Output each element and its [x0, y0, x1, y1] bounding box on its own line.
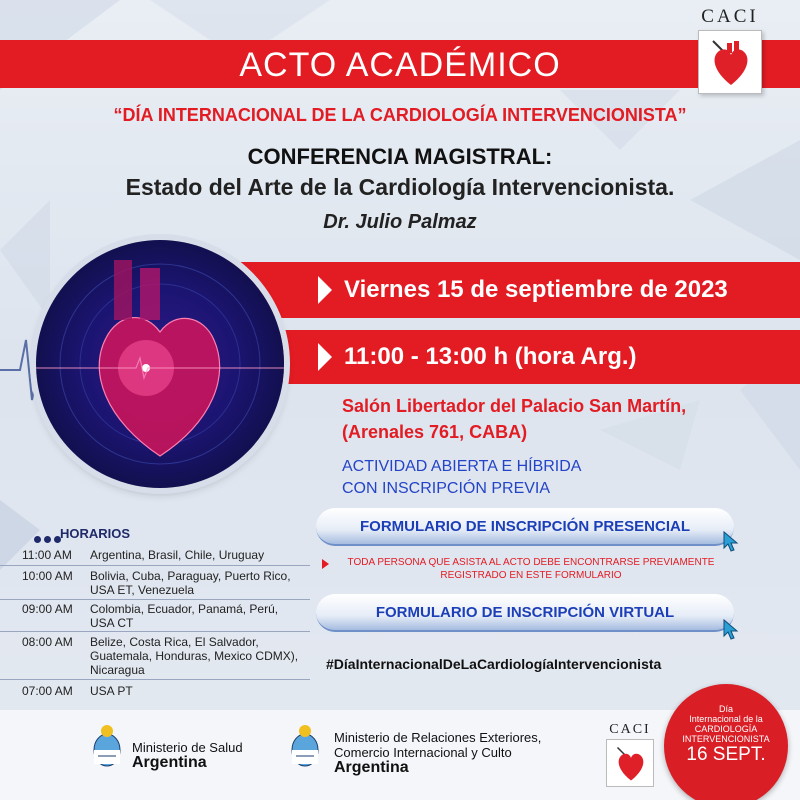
divider: [0, 631, 310, 632]
date-band: [230, 262, 800, 318]
schedule-countries: Colombia, Ecuador, Panamá, Perú, USA CT: [90, 602, 279, 630]
schedule-title: HORARIOS: [60, 526, 131, 541]
registration-notice: [336, 556, 726, 582]
caci-logo: [694, 6, 766, 98]
notice-arrow-icon: [322, 559, 329, 569]
time-band: [260, 330, 800, 384]
schedule-time: 09:00 AM: [22, 602, 73, 616]
activity-line-1: ACTIVIDAD ABIERTA E HÍBRIDA: [342, 458, 582, 475]
divider: [0, 679, 310, 680]
schedule-time: 08:00 AM: [22, 635, 73, 649]
venue-line-2: (Arenales 761, CABA): [342, 422, 528, 442]
conference-title: Estado del Arte de la Cardiología Intervencionista.: [125, 174, 675, 200]
badge-line-1: Día: [718, 704, 733, 714]
event-date: Viernes 15 de septiembre de 2023: [344, 276, 728, 303]
hashtag: #DíaInternacionalDeLaCardiologíaIntervencionista: [326, 656, 662, 672]
schedule-time: 11:00 AM: [22, 548, 72, 562]
heart-illustration: [36, 240, 284, 488]
ministry-foreign-affairs-country: Argentina: [334, 759, 409, 776]
badge-line-4: INTERVENCIONISTA: [682, 734, 770, 744]
cursor-icon: [722, 530, 742, 552]
event-name: “DÍA INTERNACIONAL DE LA CARDIOLOGÍA INTERVENCIONISTA”: [113, 105, 687, 125]
event-date-badge: [664, 684, 788, 800]
caci-small-logo: [604, 722, 656, 787]
notice-line-2: REGISTRADO EN ESTE FORMULARIO: [440, 570, 622, 581]
caci-small-logo-text: CACI: [609, 722, 651, 737]
speaker-name: Dr. Julio Palmaz: [323, 211, 477, 233]
badge-date: 16 SEPT.: [686, 744, 766, 765]
schedule-countries: Belize, Costa Rica, El Salvador, Guatemala, Honduras, Mexico CDMX), Nicaragua: [90, 635, 299, 677]
conference-label: CONFERENCIA MAGISTRAL:: [247, 144, 553, 169]
badge-line-3: CARDIOLOGÍA: [694, 724, 758, 734]
presencial-registration-label: FORMULARIO DE INSCRIPCIÓN PRESENCIAL: [359, 517, 690, 535]
argentina-coat-of-arms-icon: [90, 722, 124, 770]
ministry-foreign-affairs-line-1: Ministerio de Relaciones Exteriores,: [334, 730, 542, 745]
schedule-time: 07:00 AM: [22, 684, 73, 698]
ministry-health-country: Argentina: [132, 754, 207, 771]
caci-heart-icon: [606, 739, 654, 787]
caci-logo-text: CACI: [701, 6, 759, 27]
activity-info: [342, 456, 581, 500]
chevron-right-icon: [318, 276, 332, 304]
ministry-health: [132, 740, 243, 770]
divider: [0, 599, 310, 600]
notice-line-1: TODA PERSONA QUE ASISTA AL ACTO DEBE ENCONTRARSE PREVIAMENTE: [347, 557, 715, 568]
virtual-registration-button[interactable]: [316, 594, 734, 632]
schedule-countries: Bolivia, Cuba, Paraguay, Puerto Rico, USA ET, Venezuela: [90, 569, 291, 597]
badge-text: [664, 704, 788, 744]
virtual-registration-label: FORMULARIO DE INSCRIPCIÓN VIRTUAL: [375, 603, 675, 621]
divider: [0, 565, 310, 566]
ministry-foreign-affairs-line-2: Comercio Internacional y Culto: [334, 745, 512, 760]
schedule-countries: USA PT: [90, 684, 133, 698]
caci-heart-icon: [698, 30, 762, 94]
event-time: 11:00 - 13:00 h (hora Arg.): [344, 343, 637, 370]
schedule-time: 10:00 AM: [22, 569, 73, 583]
presencial-registration-button[interactable]: [316, 508, 734, 546]
chevron-right-icon: [318, 343, 332, 371]
venue: [342, 393, 686, 445]
ministry-foreign-affairs: [334, 730, 541, 775]
header-title: ACTO ACADÉMICO: [239, 46, 561, 84]
argentina-coat-of-arms-icon: [288, 722, 322, 770]
venue-line-1: Salón Libertador del Palacio San Martín,: [342, 396, 687, 416]
cursor-icon: [722, 618, 742, 640]
schedule-countries: Argentina, Brasil, Chile, Uruguay: [90, 548, 265, 562]
badge-line-2: Internacional de la: [689, 714, 763, 724]
ministry-health-name: Ministerio de Salud: [132, 740, 243, 755]
activity-line-2: CON INSCRIPCIÓN PREVIA: [342, 480, 551, 497]
